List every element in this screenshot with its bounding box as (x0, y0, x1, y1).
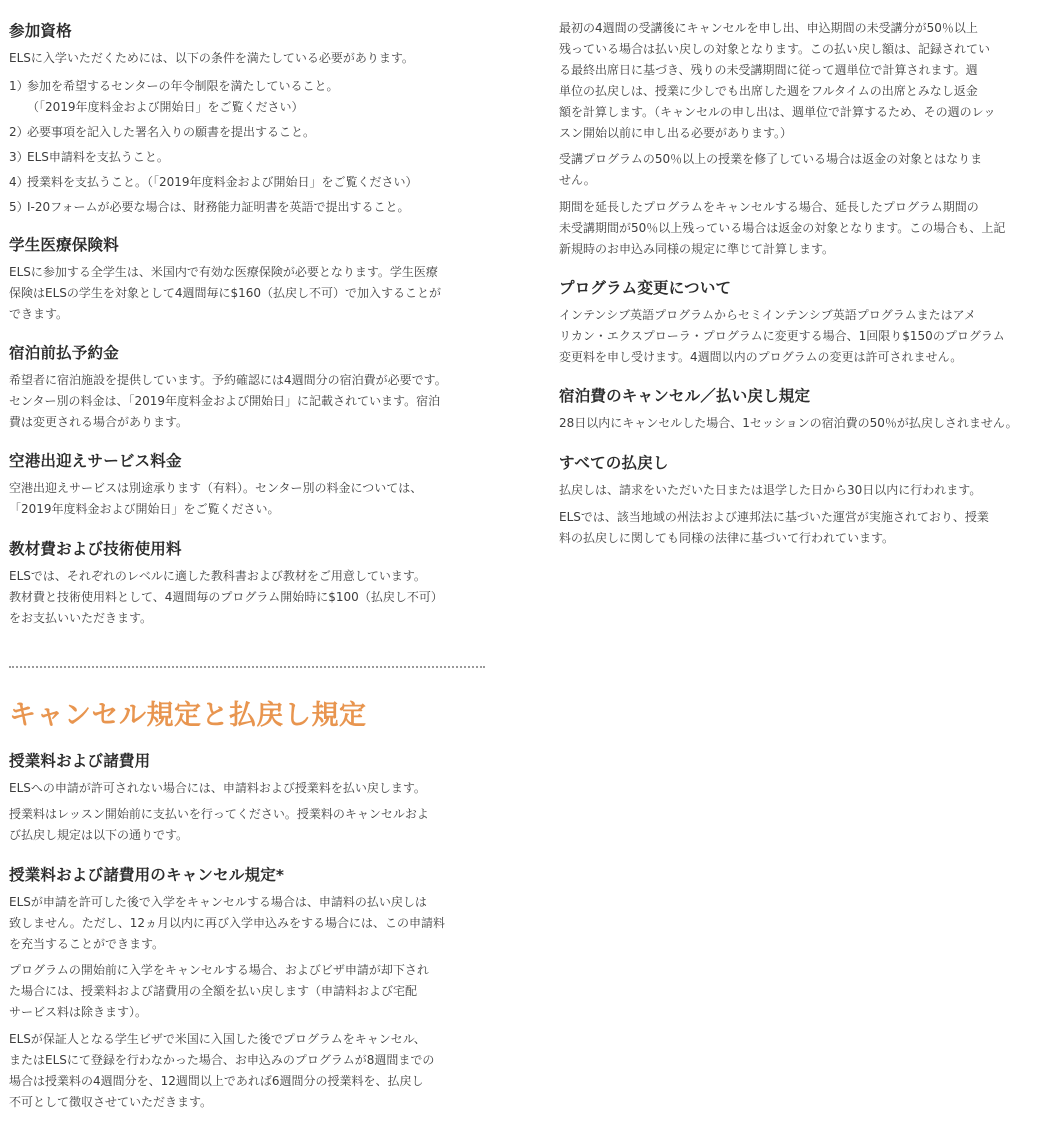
text-line: 不可として徴収させていただきます。 (9, 1095, 213, 1109)
airport-body (9, 478, 422, 520)
list-item (9, 172, 485, 193)
text-line: 28日以内にキャンセルした場合、1セッションの宿泊費の50％が払戻しされません。 (559, 416, 1018, 430)
text-line: ELSでは、それぞれのレベルに適した教科書および教材をご用意しています。 (9, 569, 426, 583)
list-number: 2） (9, 125, 29, 139)
text-line: 費は変更される場合があります。 (9, 415, 189, 429)
list-text: 授業料を支払うこと。（「2019年度料金および開始日」をご覧ください） (27, 175, 418, 189)
text-line: ELSでは、該当地域の州法および連邦法に基づいた運営が実施されており、授業 (559, 510, 989, 524)
refund-paragraph-3 (559, 197, 1005, 260)
text-line: をお支払いいただきます。 (9, 611, 153, 625)
list-item (9, 147, 485, 168)
list-text: 必要事項を記入した署名入りの願書を提出すること。 (27, 125, 316, 139)
text-line: 致しません。ただし、12ヵ月以内に再び入学申込みをする場合には、この申請料 (9, 916, 445, 930)
cancel-policy-heading: 授業料および諸費用のキャンセル規定* (9, 866, 285, 884)
airport-heading: 空港出迎えサービス料金 (9, 452, 182, 470)
all-refunds-paragraph-2 (559, 507, 989, 549)
insurance-body (9, 262, 441, 325)
text-line: 最初の4週間の受講後にキャンセルを申し出、申込期間の未受講分が50％以上 (559, 21, 978, 35)
text-line: 「2019年度料金および開始日」をご覧ください。 (9, 502, 280, 516)
eligibility-list (9, 76, 485, 218)
text-line: ELSが保証人となる学生ビザで米国に入国した後でプログラムをキャンセル、 (9, 1032, 426, 1046)
list-subtext: （「2019年度料金および開始日」をご覧ください） (27, 100, 304, 114)
list-text: 参加を希望するセンターの年令制限を満たしていること。 (27, 79, 339, 93)
text-line: 未受講期間が50％以上残っている場合は返金の対象となります。この場合も、上記 (559, 221, 1006, 235)
insurance-heading: 学生医療保険料 (9, 236, 119, 254)
list-text: I-20フォームが必要な場合は、財務能力証明書を英語で提出すること。 (27, 200, 410, 214)
tuition-heading: 授業料および諸費用 (9, 752, 151, 770)
text-line: を充当することができます。 (9, 937, 165, 951)
list-number: 3） (9, 150, 29, 164)
text-line: 残っている場合は払い戻しの対象となります。この払い戻し額は、記録されてい (559, 42, 991, 56)
text-line: リカン・エクスプローラ・プログラムに変更する場合、1回限り$150のプログラム (559, 329, 1005, 343)
text-line: せん。 (559, 173, 596, 187)
all-refunds-heading: すべての払戻し (559, 454, 669, 472)
text-line: 料の払戻しに関しても同様の法律に基づいて行われています。 (559, 531, 895, 545)
text-line: センター別の料金は、「2019年度料金および開始日」に記載されています。宿泊 (9, 394, 441, 408)
list-number: 1） (9, 79, 29, 93)
eligibility-intro: ELSに入学いただくためには、以下の条件を満たしている必要があります。 (9, 51, 414, 65)
refund-paragraph-2 (559, 149, 982, 191)
list-number: 5） (9, 200, 29, 214)
text-line: 変更料を申し受けます。4週間以内のプログラムの変更は許可されません。 (559, 350, 963, 364)
text-line: 希望者に宿泊施設を提供しています。予約確認には4週間分の宿泊費が必要です。 (9, 373, 447, 387)
text-line: 新規時のお申込み同様の規定に準じて計算します。 (559, 242, 835, 256)
eligibility-heading: 参加資格 (9, 22, 72, 40)
text-line: た場合には、授業料および諸費用の全額を払い戻します（申請料および宅配 (9, 984, 418, 998)
text-line: ELSが申請を許可した後で入学をキャンセルする場合は、申請料の払い戻しは (9, 895, 427, 909)
text-line: 保険はELSの学生を対象として4週間毎に$160（払戻し不可）で加入することが (9, 286, 442, 300)
text-line: スン開始以前に申し出る必要があります。） (559, 126, 793, 140)
cancel-paragraph-2 (9, 960, 429, 1023)
tuition-paragraph-1: ELSへの申請が許可されない場合には、申請料および授業料を払い戻します。 (9, 781, 426, 795)
tuition-paragraph-2 (9, 804, 429, 846)
housing-cancel-body (559, 413, 1018, 434)
cancel-paragraph-1 (9, 892, 445, 955)
text-line: サービス料は除きます）。 (9, 1005, 148, 1019)
list-text: ELS申請料を支払うこと。 (27, 150, 169, 164)
text-line: 期間を延長したプログラムをキャンセルする場合、延長したプログラム期間の (559, 200, 979, 214)
dotted-divider (9, 666, 485, 668)
program-change-heading: プログラム変更について (559, 279, 732, 297)
list-item (9, 197, 485, 218)
text-line: 受講プログラムの50％以上の授業を修了している場合は返金の対象とはなりま (559, 152, 983, 166)
housing-cancel-heading: 宿泊費のキャンセル／払い戻し規定 (559, 387, 811, 405)
all-refunds-paragraph-1: 払戻しは、請求をいただいた日または退学した日から30日以内に行われます。 (559, 483, 982, 497)
text-line: 授業料はレッスン開始前に支払いを行ってください。授業料のキャンセルおよ (9, 807, 429, 821)
text-line: 額を計算します。（キャンセルの申し出は、週単位で計算するため、その週のレッ (559, 105, 996, 119)
text-line: び払戻し規定は以下の通りです。 (9, 828, 189, 842)
text-line: 場合は授業料の4週間分を、12週間以上であれば6週間分の授業料を、払戻し (9, 1074, 424, 1088)
text-line: できます。 (9, 307, 69, 321)
cancel-paragraph-3 (9, 1029, 434, 1113)
housing-heading: 宿泊前払予約金 (9, 344, 119, 362)
text-line: る最終出席日に基づき、残りの未受講期間に従って週単位で計算されます。週 (559, 63, 978, 77)
materials-heading: 教材費および技術使用料 (9, 540, 182, 558)
text-line: 単位の払戻しは、授業に少しでも出席した週をフルタイムの出席とみなし返金 (559, 84, 978, 98)
text-line: プログラムの開始前に入学をキャンセルする場合、およびビザ申請が却下され (9, 963, 429, 977)
list-item (9, 122, 485, 143)
program-change-body (559, 305, 1005, 368)
housing-body (9, 370, 447, 433)
refund-paragraph-1 (559, 18, 995, 144)
text-line: インテンシブ英語プログラムからセミインテンシブ英語プログラムまたはアメ (559, 308, 976, 322)
text-line: ELSに参加する全学生は、米国内で有効な医療保険が必要となります。学生医療 (9, 265, 438, 279)
materials-body (9, 566, 443, 629)
section-title: キャンセル規定と払戻し規定 (9, 700, 367, 731)
list-number: 4） (9, 175, 29, 189)
list-item (9, 76, 485, 118)
text-line: またはELSにて登録を行わなかった場合、お申込みのプログラムが8週間までの (9, 1053, 435, 1067)
text-line: 空港出迎えサービスは別途承ります（有料）。センター別の料金については、 (9, 481, 423, 495)
text-line: 教材費と技術使用料として、4週間毎のプログラム開始時に$100（払戻し不可） (9, 590, 443, 604)
